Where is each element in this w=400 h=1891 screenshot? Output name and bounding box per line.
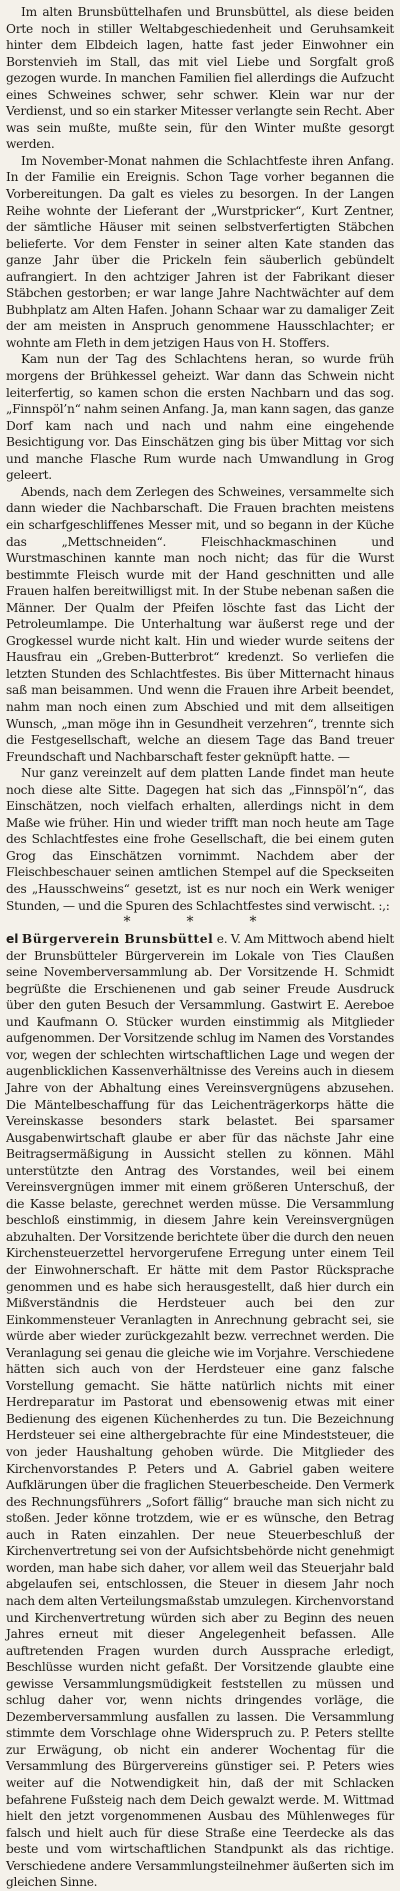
article-headline: Bürgerverein Brunsbüttel: [21, 932, 214, 947]
article-paragraph: Abends, nach dem Zerlegen des Schweines, versammelte sich dann wieder die Nachbarschaft. Die Frauen brachten meistens ein scharfgeschliffenes Messer mit, und so begann in der Küche das „Mettschneiden“. Fleischhackmaschinen und Wurstmaschinen kannte man noch nicht; das für die Wurst bestimmte Fleisch wurde mit der Hand geschnitten und alle Frauen halfen bereitwilligst mit. In der Stube nebenan saßen die Männer. Der Qualm der Pfeifen löschte fast das Licht der Petroleumlampe. Die Unterhaltung war äußerst rege und der Grogkessel wurde nicht kalt. Hin und wieder wurde seitens der Hausfrau ein „Greben-Butterbrot“ kredenzt. So verliefen die letzten Stunden des Schlachtfestes. Bis über Mitternacht hinaus saß man beisammen. Und wenn die Frauen ihre Arbeit beendet, nahm man noch einen zum Abschied und mit dem allseitigen Wunsch, „man möge ihn in Gesundheit verzehren“, trennte sich die Festgesellschaft, welche an diesem Tage das Band treuer Freundschaft und Nachbarschaft fester geknüpft hatte. —: [6, 484, 394, 764]
article-paragraph: Im alten Brunsbüttelhafen und Brunsbüttel, als diese beiden Orte noch in stiller Weltabgeschiedenheit und Geruhsamkeit hinter dem Elbdeich lagen, hatte fast jeder Einwohner ein Borstenvieh im Stall, das mit viel Liebe und Sorgfalt groß gezogen wurde. In manchen Familien fiel allerdings die Aufzucht eines Schweines schwer, sehr schwer. Klein war nur der Verdienst, und so ein starker Mitesser verlangte sein Recht. Aber was sein mußte, mußte sein, für den Winter mußte gesorgt werden.: [6, 5, 394, 152]
separator-asterisk: *: [186, 914, 214, 931]
article-kicker: el: [6, 932, 19, 947]
article-paragraph: Im November-Monat nahmen die Schlachtfeste ihren Anfang. In der Familie ein Ereignis. Schon Tage vorher begannen die Vorbereitungen. Da galt es vieles zu besorgen. In der Langen Reihe wohnte der Lieferant der „Wurstpricker“, Kurt Zentner, der sämtliche Häuser mit seinen selbstverfertigten Stäbchen belieferte. Vor dem Fenster in seiner alten Kate standen das ganze Jahr über die Prickeln fein säuberlich gebündelt aufrangiert. In den achtziger Jahren ist der Fabrikant dieser Stäbchen gestorben; er war lange Jahre Nachtwächter auf dem Bubhplatz am Alten Hafen. Johann Schaar war zu damaliger Zeit der am meisten in Anspruch genommene Hausschlachter; er wohnte am Fleth in dem jetzigen Haus von H. Stoffers.: [6, 153, 394, 350]
article-schlachtfest: [6, 4, 394, 914]
article-body: e. V. Am Mittwoch abend hielt der Brunsbütteler Bürgerverein im Lokale von Ties Claußen seine Novemberversammlung ab. Der Vorsitzende H. Schmidt begrüßte die Erschienenen und gab seiner Freude Ausdruck über den guten Besuch der Versammlung. Gastwirt E. Aereboe und Kaufmann O. Stücker wurden einstimmig als Mitglieder aufgenommen. Der Vorsitzende schlug im Namen des Vorstandes vor, wegen der schlechten wirtschaftlichen Lage und wegen der augenblicklichen Kassenverhältnisse des Vereins auch in diesem Jahre von der Abhaltung eines Vereinsvergnügens abzusehen. Die Mäntelbeschaffung für das Leichenträgerkorps hätte die Vereinskasse besonders stark belastet. Bei sparsamer Ausgabenwirtschaft glaube er aber für das nächste Jahr eine Beitragsermäßigung in Aussicht stellen zu können. Mähl unterstützte den Antrag des Vorstandes, weil bei einem Vereinsvergnügen immer mit einem größeren Unterschuß, der die Kasse belaste, gerechnet werden müsse. Die Versammlung beschloß einstimmig, in diesem Jahre kein Vereinsvergnügen abzuhalten. Der Vorsitzende berichtete über die durch den neuen Kirchensteuerzettel hervorgerufene Erregung unter einem Teil der Einwohnerschaft. Er hätte mit dem Pastor Rücksprache genommen und es habe sich herausgestellt, daß hier durch ein Mißverständnis die Herdsteuer auch bei den zur Einkommensteuer Veranlagten in Anrechnung gebracht sei, sie würde aber wieder zurückgezahlt bezw. verrechnet werden. Die Veranlagung sei genau die gleiche wie im Vorjahre. Verschiedene hätten sich auch von der Herdsteuer eine ganz falsche Vorstellung gemacht. Sie hätte natürlich nichts mit einer Herdreparatur im Pastorat und ebensowenig etwas mit einer Bedienung des eigenen Küchenherdes zu tun. Die Bezeichnung Herdsteuer sei eine althergebrachte für eine Mindeststeuer, die von jeder Haushaltung gehoben würde. Die Mitglieder des Kirchenvorstandes P. Peters und A. Gabriel gaben weitere Aufklärungen über die fraglichen Steuerbescheide. Den Vermerk des Rechnungsführers „Sofort fällig“ brauche man sich nicht zu stoßen. Jeder könne trotzdem, wie er es wünsche, den Betrag auch in Raten einzahlen. Der neue Steuerbeschluß der Kirchenvertretung sei von der Aufsichtsbehörde nicht genehmigt worden, man habe sich daher, vor allem weil das Steuerjahr bald abgelaufen sei, entschlossen, die Steuer in diesem Jahr noch nach dem alten Verteilungsmaßstab umzulegen. Kirchenvorstand und Kirchenvertretung würden sich aber zu Beginn des neuen Jahres erneut mit dieser Angelegenheit befassen. Alle auftretenden Fragen wurden durch Aussprache erledigt, Beschlüsse wurden nicht gefaßt. Der Vorsitzende glaubte eine gewisse Versammlungsmüdigkeit feststellen zu müssen und schlug daher vor, wenn nichts dringendes vorläge, die Dezemberversammlung ausfallen zu lassen. Die Versammlung stimmte dem Vorschlage ohne Widerspruch zu. P. Peters stellte zur Erwägung, ob nicht ein anderer Wochentag für die Versammlung des Bürgervereins günstiger sei. P. Peters wies weiter auf die Notwendigkeit hin, daß der mit Schlacken befahrene Fußsteig nach dem Deich gewalzt werde. M. Wittmad hielt den jetzt vorgenommenen Ausbau des Mühlenweges für falsch und hielt auch für diese Straße eine Teerdecke als das beste und vom wirtschaftlichen Standpunkt als das richtige. Verschiedene andere Versammlungsteilnehmer äußerten sich im gleichen Sinne.: [6, 932, 394, 1890]
article-buergerverein: [6, 931, 394, 1891]
section-separator: [6, 915, 394, 929]
article-lead-paragraph: [6, 931, 394, 1891]
separator-asterisk: *: [123, 914, 151, 931]
separator-asterisk: *: [249, 914, 277, 931]
article-paragraph: Nur ganz vereinzelt auf dem platten Lande findet man heute noch diese alte Sitte. Dagegen hat sich das „Finnspöl’n“, das Einschätzen, noch vielfach erhalten, allerdings nicht in dem Maße wie früher. Hin und wieder trifft man noch heute am Tage des Schlachtfestes eine frohe Gesellschaft, die bei einem guten Grog das Einschätzen vornimmt. Nachdem aber der Fleischbeschauer seinen amtlichen Stempel auf die Speckseiten des „Hausschweins“ gesetzt, ist es nur noch ein Werk weniger Stunden, — und die Spuren des Schlachtfestes sind verwischt. :,:: [6, 766, 394, 913]
article-paragraph: Kam nun der Tag des Schlachtens heran, so wurde früh morgens der Brühkessel geheizt. War dann das Schwein nicht leiterfertig, so kamen schon die ersten Nachbarn und das sog. „Finnspöl’n“ nahm seinen Anfang. Ja, man kann sagen, das ganze Dorf kam nach und nach und nahm eine eingehende Besichtigung vor. Das Einschätzen ging bis über Mittag vor sich und manche Flasche Rum wurde nach Umwandlung in Grog geleert.: [6, 352, 394, 483]
